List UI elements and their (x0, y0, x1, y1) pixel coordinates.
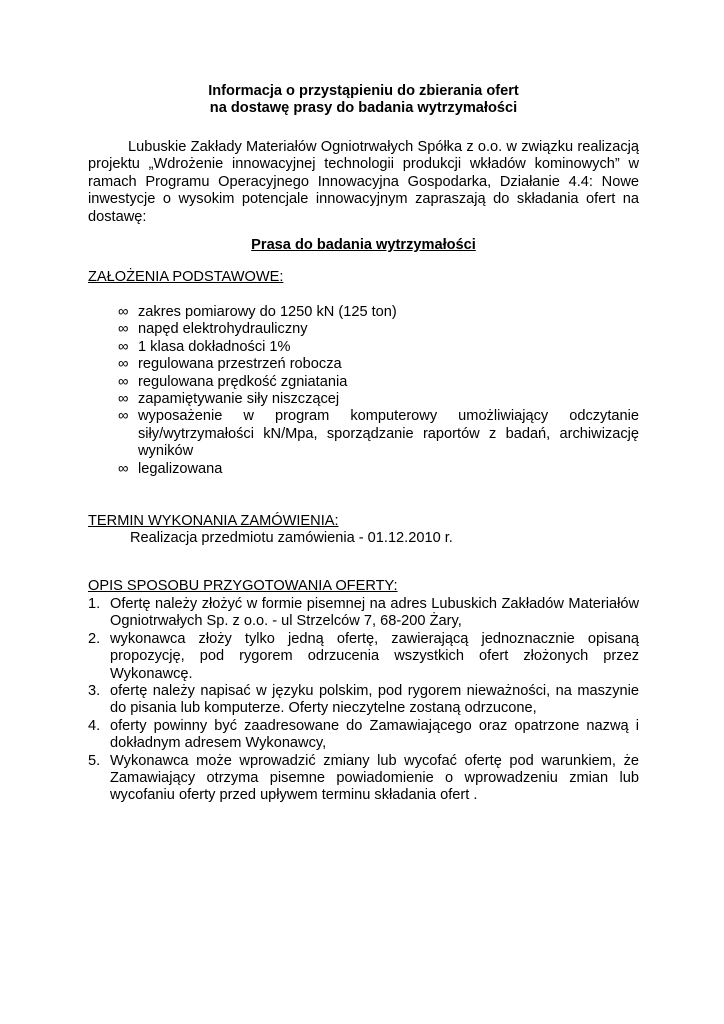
preparation-list (88, 596, 639, 805)
list-item (118, 374, 639, 391)
list-item (88, 596, 639, 631)
infinity-bullet-icon: ∞ (118, 356, 129, 373)
list-item-text: wykonawca złoży tylko jedną ofertę, zawierającą jednoznacznie opisaną propozycję, pod rygorem odrzucenia wszystkich ofert złożonych przez Wykonawcę. (110, 630, 639, 682)
list-item (118, 321, 639, 338)
list-item (118, 391, 639, 408)
infinity-bullet-icon: ∞ (118, 304, 129, 320)
deadline-text: Realizacja przedmiotu zamówienia - 01.12.2010 r. (130, 530, 453, 546)
title-line-1: Informacja o przystąpieniu do zbierania ofert (208, 83, 519, 99)
list-item-text: legalizowana (138, 460, 223, 477)
infinity-bullet-icon: ∞ (118, 460, 129, 477)
list-number: 3. (88, 683, 101, 700)
preparation-heading: OPIS SPOSOBU PRZYGOTOWANIA OFERTY: (88, 578, 398, 594)
infinity-bullet-icon: ∞ (118, 321, 129, 338)
list-item-text: napęd elektrohydrauliczny (138, 321, 308, 338)
infinity-bullet-icon: ∞ (118, 408, 129, 425)
list-item (118, 408, 639, 460)
list-item-text: 1 klasa dokładności 1% (138, 338, 291, 355)
list-item (118, 356, 639, 373)
list-item-text: Ofertę należy złożyć w formie pisemnej na adres Lubuskich Zakładów Materiałów Ogniotrwałych Sp. z o.o. - ul Strzelców 7, 68-200 Żary, (110, 596, 639, 630)
intro-paragraph: Lubuskie Zakłady Materiałów Ogniotrwałych Spółka z o.o. w związku realizacją projektu „Wdrożenie innowacyjnej technologii produkcji wkładów kominowych” w ramach Programu Operacyjnego Innowacyjna Gospodarka, Działanie 4.4: Nowe inwestycje o wysokim potencjale innowacyjnym zapraszają do składania ofert na dostawę: (88, 139, 639, 225)
list-item (88, 631, 639, 683)
subject-heading: Prasa do badania wytrzymałości (251, 237, 476, 253)
list-item-text: oferty powinny być zaadresowane do Zamawiającego oraz opatrzone nazwą i dokładnym adresem Wykonawcy, (110, 717, 639, 752)
assumptions-heading: ZAŁOŻENIA PODSTAWOWE: (88, 269, 284, 285)
list-item (118, 461, 639, 478)
list-item-text: zapamiętywanie siły niszczącej (138, 391, 340, 408)
assumptions-list (118, 304, 639, 478)
infinity-bullet-icon: ∞ (118, 373, 129, 390)
list-item-text: regulowana przestrzeń robocza (138, 356, 342, 373)
list-item-text: Wykonawca może wprowadzić zmiany lub wycofać ofertę pod warunkiem, że Zamawiający otrzyma pisemne powiadomienie o wprowadzeniu zmian lub wycofaniu oferty przed upływem terminu składania ofert . (110, 752, 639, 804)
list-item (118, 304, 639, 321)
list-item-text: ofertę należy napisać w języku polskim, pod rygorem nieważności, na maszynie do pisania lub komputerze. Oferty nieczytelne zostaną odrzucone, (110, 683, 639, 717)
title-line-2: na dostawę prasy do badania wytrzymałości (209, 100, 518, 117)
list-item (88, 718, 639, 753)
document-title (88, 83, 639, 118)
list-number: 1. (88, 596, 101, 612)
list-item-text: wyposażenie w program komputerowy umożliwiający odczytanie siły/wytrzymałości kN/Mpa, sporządzanie raportów z badań, archiwizację wyników (138, 408, 639, 460)
list-item (118, 339, 639, 356)
list-item (88, 753, 639, 805)
infinity-bullet-icon: ∞ (118, 391, 129, 408)
list-number: 4. (88, 717, 101, 734)
list-item-text: zakres pomiarowy do 1250 kN (125 ton) (138, 304, 397, 320)
infinity-bullet-icon: ∞ (118, 338, 129, 355)
list-item-text: regulowana prędkość zgniatania (138, 373, 348, 390)
list-number: 2. (88, 630, 101, 647)
list-item (88, 683, 639, 718)
list-number: 5. (88, 752, 101, 769)
deadline-heading: TERMIN WYKONANIA ZAMÓWIENIA: (88, 513, 339, 529)
